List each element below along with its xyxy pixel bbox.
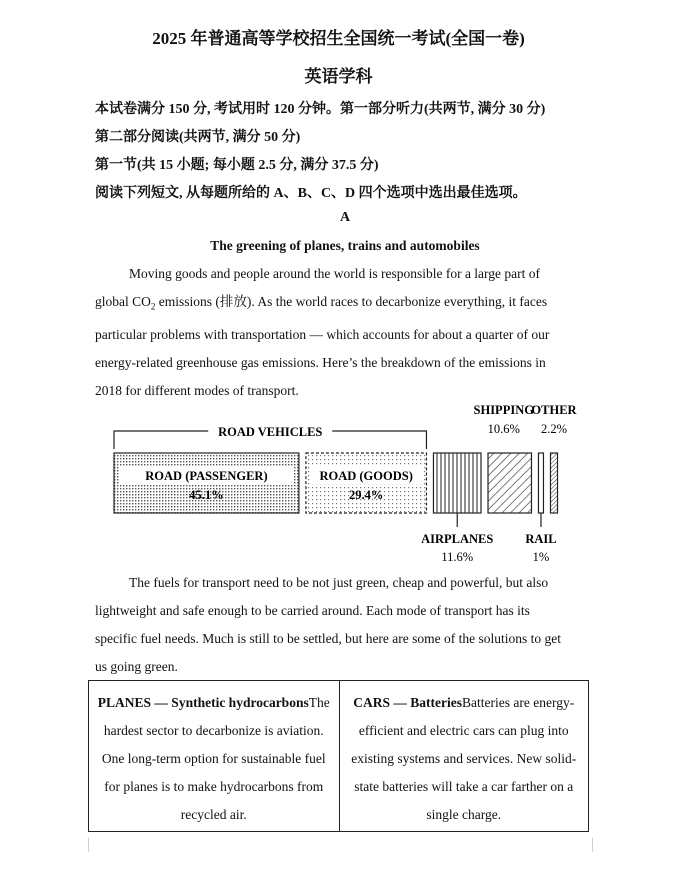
category-label: SHIPPING (473, 403, 534, 417)
paragraph-1-line: particular problems with transportation — which accounts for about a quarter of our (95, 326, 550, 342)
solution-planes (89, 681, 339, 831)
exam-info-line-1: 本试卷满分 150 分, 考试用时 120 分钟。第一部分听力(共两节, 满分 30 分) (95, 102, 546, 117)
solution-cars-heading: CARS — Batteries (353, 695, 463, 710)
value-label: 1% (532, 550, 550, 564)
bar-other (550, 453, 557, 513)
solution-planes-heading: PLANES — Synthetic hydrocarbons (97, 695, 309, 710)
bar-airplanes (433, 453, 481, 513)
paragraph-2-line: The fuels for transport need to be not just green, cheap and powerful, but also (129, 575, 549, 590)
road-vehicles-label: ROAD VEHICLES (218, 425, 323, 439)
paragraph-2 (95, 569, 595, 681)
value-label: 45.1% (189, 488, 224, 502)
exam-title: 2025 年普通高等学校招生全国统一考试(全国一卷) (152, 29, 525, 48)
paragraph-2-line: specific fuel needs. Much is still to be settled, but here are some of the solutions to get (95, 631, 562, 646)
value-label: 2.2% (540, 422, 568, 436)
page-corner-mark (88, 838, 107, 852)
paragraph-1-line: 2018 for different modes of transport. (95, 382, 299, 398)
category-label: RAIL (525, 532, 557, 546)
category-label: AIRPLANES (421, 532, 494, 546)
page-corner-mark (592, 838, 611, 852)
category-label: OTHER (531, 403, 577, 417)
exam-info-line-3: 第一节(共 15 小题; 每小题 2.5 分, 满分 37.5 分) (95, 158, 379, 173)
paragraph-2-line: us going green. (95, 659, 178, 674)
paragraph-1-line: energy-related greenhouse gas emissions. Here’s the breakdown of the emissions in (95, 354, 546, 370)
paragraph-2-line: lightweight and safe enough to be carried around. Each mode of transport has its (95, 603, 530, 618)
category-label: ROAD (GOODS) (319, 469, 413, 483)
paragraph-1-line: global $CO_2$ emissions (排放). As the world races to decarbonize everything, it faces (95, 294, 548, 312)
solutions-table (88, 680, 589, 832)
emissions-chart (0, 395, 677, 575)
category-label: ROAD (PASSENGER) (145, 469, 268, 483)
solution-cars (339, 681, 589, 831)
value-label: 10.6% (487, 422, 520, 436)
paragraph-1-line: Moving goods and people around the world is responsible for a large part of (129, 266, 541, 281)
subject-title: 英语学科 (304, 67, 373, 86)
exam-info-line-4: 阅读下列短文, 从每题所给的 A、B、C、D 四个选项中选出最佳选项。 (95, 186, 527, 201)
exam-info-line-2: 第二部分阅读(共两节, 满分 50 分) (95, 130, 301, 145)
passage-letter: A (339, 210, 351, 225)
paragraph-1 (95, 260, 595, 405)
value-label: 29.4% (348, 488, 384, 502)
bar-shipping (488, 453, 531, 513)
bar-rail (538, 453, 543, 513)
solution-planes-text: The hardest sector to decarbonize is aviation. One long-term option for sustainable fuel for planes is to make hydrocarbons from recycled air. (101, 695, 330, 822)
solution-cars-text: Batteries are energy-efficient and electric cars can plug into existing systems and services. New solid-state batteries will take a car farther on a single charge. (351, 695, 577, 822)
value-label: 11.6% (441, 550, 474, 564)
passage-title: The greening of planes, trains and automobiles (210, 238, 480, 253)
